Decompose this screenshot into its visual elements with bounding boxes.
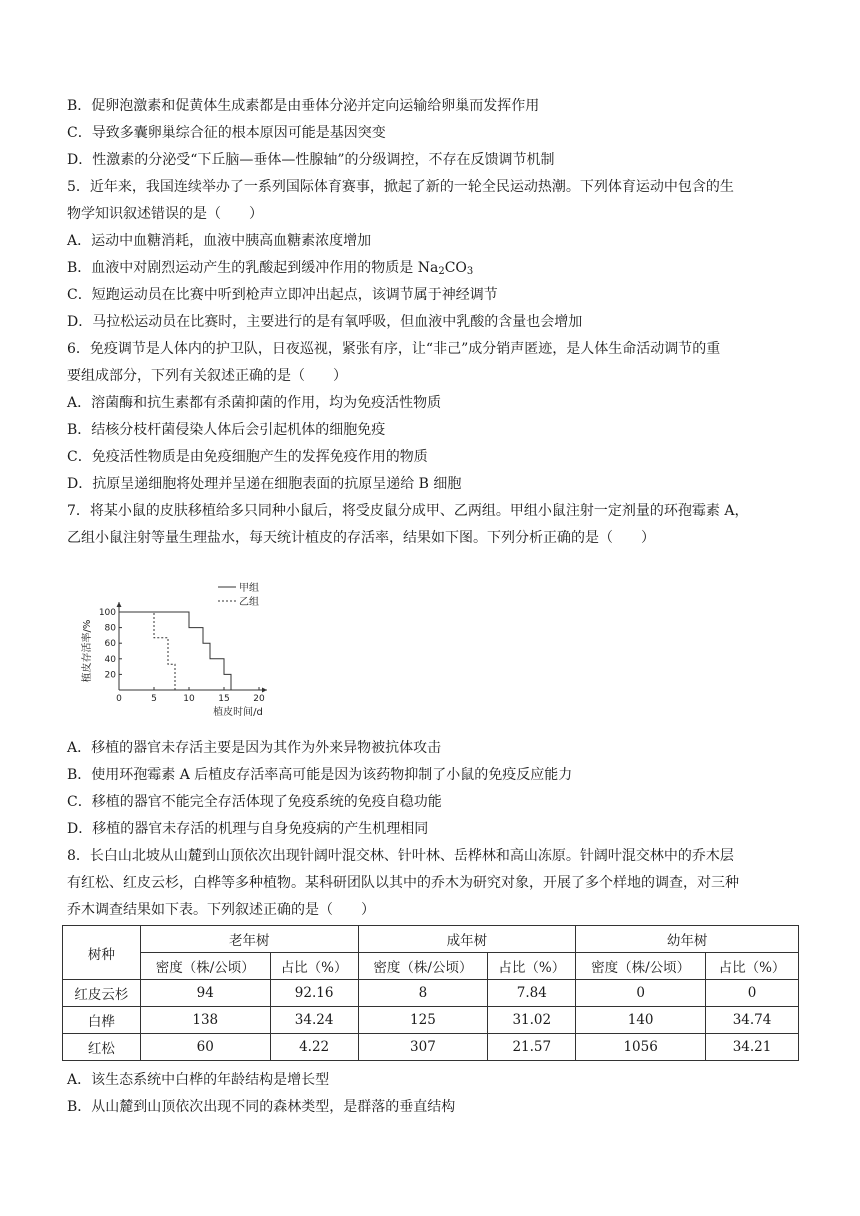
- table-row: [63, 1007, 799, 1034]
- sub-header: 密度（株/公顷）: [140, 953, 270, 980]
- sub-header: 密度（株/公顷）: [576, 953, 706, 980]
- x-tick-label: 0: [116, 694, 122, 704]
- table-cell: 125: [358, 1007, 488, 1034]
- q7-option-a: A．移植的器官未存活主要是因为其作为外来异物被抗体攻击: [67, 740, 442, 756]
- q6-option-d: D．抗原呈递细胞将处理并呈递在细胞表面的抗原呈递给 B 细胞: [67, 476, 462, 492]
- table-cell: 8: [358, 980, 488, 1007]
- q4-option-d: D．性激素的分泌受“下丘脑—垂体—性腺轴”的分级调控，不存在反馈调节机制: [67, 152, 555, 168]
- table-cell: 1056: [576, 1034, 706, 1061]
- q4-option-b: B．促卵泡激素和促黄体生成素都是由垂体分泌并定向运输给卵巢而发挥作用: [67, 98, 540, 114]
- q8-stem-line3: 乔木调查结果如下表。下列叙述正确的是（ ）: [67, 902, 375, 918]
- q8-option-a: A．该生态系统中白桦的年龄结构是增长型: [67, 1072, 330, 1088]
- series-line-1: [119, 612, 238, 690]
- x-tick-label: 10: [183, 694, 195, 704]
- table-cell: 138: [140, 1007, 270, 1034]
- species-header: 树种: [63, 926, 141, 980]
- table-cell: 307: [358, 1034, 488, 1061]
- table-row: [63, 1034, 799, 1061]
- table-cell: 140: [576, 1007, 706, 1034]
- q7-option-b: B．使用环孢霉素 A 后植皮存活率高可能是因为该药物抑制了小鼠的免疫反应能力: [67, 767, 573, 783]
- x-tick-label: 15: [218, 694, 230, 704]
- table-cell: 94: [140, 980, 270, 1007]
- q5-option-d: D．马拉松运动员在比赛时，主要进行的是有氧呼吸，但血液中乳酸的含量也会增加: [67, 314, 583, 330]
- y-tick-label: 100: [98, 608, 116, 618]
- species-cell: 白桦: [63, 1007, 141, 1034]
- survival-chart: [70, 578, 300, 718]
- q6-option-c: C．免疫活性物质是由免疫细胞产生的发挥免疫作用的物质: [67, 449, 428, 465]
- table-cell: 34.24: [270, 1007, 358, 1034]
- q8-stem-line2: 有红松、红皮云杉，白桦等多种植物。某科研团队以其中的乔木为研究对象，开展了多个样地的调查，对三种: [67, 875, 739, 891]
- q8-option-b: B．从山麓到山顶依次出现不同的森林类型，是群落的垂直结构: [67, 1099, 456, 1115]
- group-header-adult: 成年树: [358, 926, 576, 953]
- sub-header: 占比（%）: [270, 953, 358, 980]
- table-row: [63, 980, 799, 1007]
- group-header-young: 幼年树: [576, 926, 799, 953]
- species-cell: 红松: [63, 1034, 141, 1061]
- table-cell: 60: [140, 1034, 270, 1061]
- q7-stem-line1: 7．将某小鼠的皮肤移植给多只同种小鼠后，将受皮鼠分成甲、乙两组。甲组小鼠注射一定剂量的环孢霉素 A，: [67, 503, 749, 519]
- species-cell: 红皮云杉: [63, 980, 141, 1007]
- group-header-old: 老年树: [140, 926, 358, 953]
- q7-stem-line2: 乙组小鼠注射等量生理盐水，每天统计植皮的存活率，结果如下图。下列分析正确的是（ ）: [67, 530, 655, 546]
- sub-header: 占比（%）: [706, 953, 799, 980]
- x-axis-label: 植皮时间/d: [213, 707, 263, 718]
- table-cell: 7.84: [488, 980, 576, 1007]
- table-cell: 34.74: [706, 1007, 799, 1034]
- table-cell: 4.22: [270, 1034, 358, 1061]
- y-tick-label: 20: [104, 670, 116, 681]
- q5-stem-line2: 物学知识叙述错误的是（ ）: [67, 206, 263, 222]
- y-tick-label: 60: [104, 639, 116, 650]
- y-axis-arrow: [117, 602, 122, 607]
- y-tick-label: 40: [104, 654, 116, 665]
- series-line-2: [119, 612, 175, 690]
- x-tick-label: 20: [253, 694, 265, 704]
- table-cell: 21.57: [488, 1034, 576, 1061]
- table-cell: 92.16: [270, 980, 358, 1007]
- q7-option-c: C．移植的器官不能完全存活体现了免疫系统的免疫自稳功能: [67, 794, 442, 810]
- q5-option-b-sub1: 2: [438, 266, 445, 277]
- table-header-row: [63, 926, 799, 953]
- sub-header: 密度（株/公顷）: [358, 953, 488, 980]
- tree-survey-table: [62, 925, 799, 1061]
- q7-option-d: D．移植的器官未存活的机理与自身免疫病的产生机理相同: [67, 821, 429, 837]
- table-subheader-row: [63, 953, 799, 980]
- q6-stem-line1: 6．免疫调节是人体内的护卫队，日夜巡视，紧张有序，让“非己”成分销声匿迹，是人体生命活动调节的重: [67, 341, 721, 357]
- q5-option-b-mid: CO: [444, 260, 467, 276]
- q5-option-a: A．运动中血糖消耗，血液中胰高血糖素浓度增加: [67, 233, 372, 249]
- y-tick-label: 80: [104, 623, 116, 634]
- table-cell: 0: [706, 980, 799, 1007]
- q6-option-a: A．溶菌酶和抗生素都有杀菌抑菌的作用，均为免疫活性物质: [67, 395, 442, 411]
- q5-option-c: C．短跑运动员在比赛中听到枪声立即冲出起点，该调节属于神经调节: [67, 287, 498, 303]
- table-cell: 0: [576, 980, 706, 1007]
- legend-label-2: 乙组: [239, 597, 259, 608]
- table-cell: 31.02: [488, 1007, 576, 1034]
- q8-stem-line1: 8．长白山北坡从山麓到山顶依次出现针阔叶混交林、针叶林、岳桦林和高山冻原。针阔叶混交林中的乔木层: [67, 848, 734, 864]
- sub-header: 占比（%）: [488, 953, 576, 980]
- q5-option-b: [67, 258, 473, 282]
- q6-option-b: B．结核分枝杆菌侵染人体后会引起机体的细胞免疫: [67, 422, 386, 438]
- q5-stem-line1: 5．近年来，我国连续举办了一系列国际体育赛事，掀起了新的一轮全民运动热潮。下列体育运动中包含的生: [67, 179, 734, 195]
- x-axis-arrow: [262, 688, 267, 693]
- table-cell: 34.21: [706, 1034, 799, 1061]
- x-tick-label: 5: [151, 694, 157, 704]
- y-axis-label: 植皮存活率/%: [82, 619, 93, 683]
- q5-option-b-sub2: 3: [466, 266, 474, 277]
- q4-option-c: C．导致多囊卵巢综合征的根本原因可能是基因突变: [67, 125, 386, 141]
- q5-option-b-text: B．血液中对剧烈运动产生的乳酸起到缓冲作用的物质是 Na: [67, 260, 439, 276]
- legend-label-1: 甲组: [239, 583, 259, 594]
- q6-stem-line2: 要组成部分，下列有关叙述正确的是（ ）: [67, 368, 347, 384]
